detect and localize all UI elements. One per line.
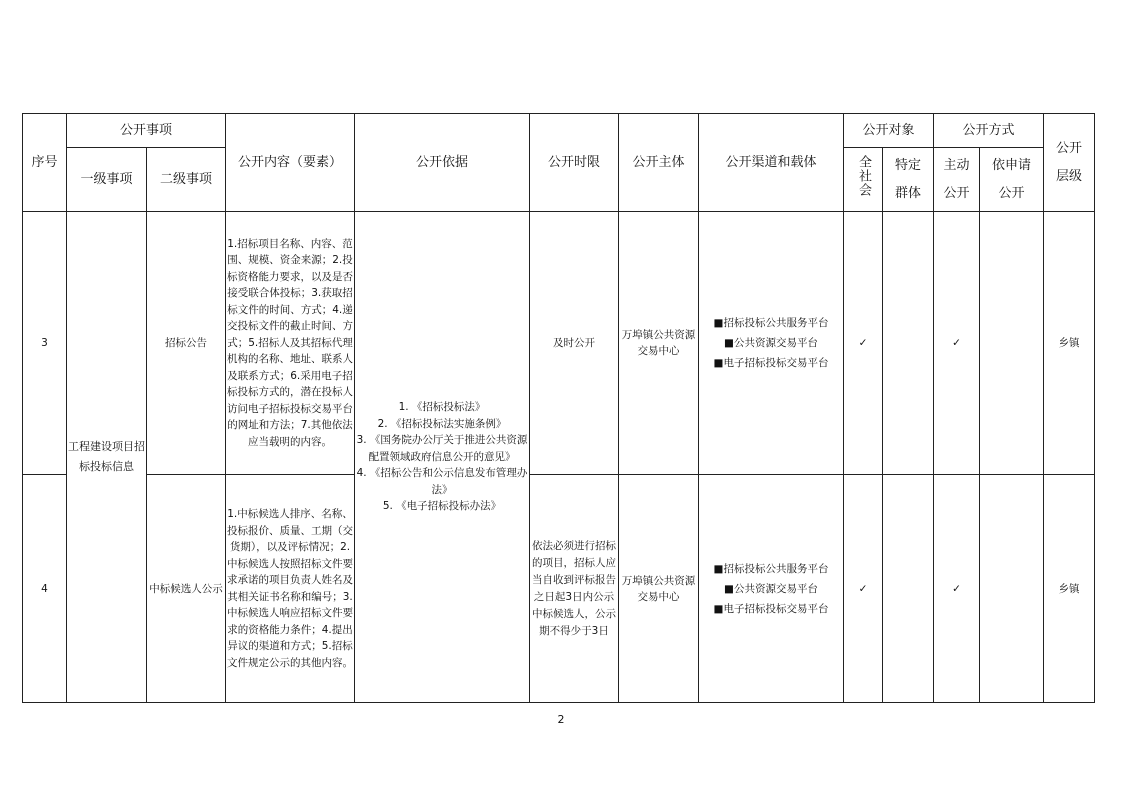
header-basis: 公开依据 bbox=[355, 114, 530, 212]
header-row-1 bbox=[23, 114, 1095, 148]
row-content: 1.中标候选人排序、名称、投标报价、质量、工期（交货期），以及评标情况；2.中标候选人按照招标文件要求承诺的项目负责人姓名及其相关证书名称和编号；3.中标候选人响应招标文件要求的资格能力条件；4.提出异议的渠道和方式；5.招标文件规定公示的其他内容。 bbox=[226, 475, 355, 703]
header-target: 公开对象 bbox=[844, 114, 934, 148]
basis-item: 2. 《招标投标法实施条例》 bbox=[377, 417, 507, 430]
header-tier bbox=[1044, 114, 1095, 212]
row-level2: 招标公告 bbox=[147, 212, 226, 475]
channel-item: ■电子招标投标交易平台 bbox=[713, 602, 829, 615]
channel-item: ■电子招标投标交易平台 bbox=[713, 357, 829, 369]
channel-item: ■公共资源交易平台 bbox=[724, 337, 818, 349]
header-method-request-line2: 公开 bbox=[998, 185, 1025, 201]
header-level1: 一级事项 bbox=[67, 148, 147, 212]
level1-item: 工程建设项目招标投标信息 bbox=[67, 212, 147, 703]
row-time-limit: 及时公开 bbox=[530, 212, 619, 475]
row-channels bbox=[699, 475, 844, 703]
row-seq: 4 bbox=[23, 475, 67, 703]
row-all-society-check: ✓ bbox=[844, 475, 883, 703]
header-channel: 公开渠道和载体 bbox=[699, 114, 844, 212]
row-tier: 乡镇 bbox=[1044, 475, 1095, 703]
channel-item: ■招标投标公共服务平台 bbox=[713, 562, 829, 575]
row-time-limit: 依法必须进行招标的项目，招标人应当自收到评标报告之日起3日内公示中标候选人，公示期不得少于3日 bbox=[530, 475, 619, 703]
table-row bbox=[23, 475, 1095, 703]
basis-list bbox=[355, 212, 530, 703]
header-tier-line1: 公开 bbox=[1056, 140, 1083, 156]
header-tier-line2: 层级 bbox=[1056, 168, 1083, 184]
header-target-all bbox=[844, 148, 883, 212]
header-method-active-line1: 主动 bbox=[943, 157, 970, 173]
channel-item: ■招标投标公共服务平台 bbox=[713, 317, 829, 329]
header-content: 公开内容（要素） bbox=[226, 114, 355, 212]
header-subject: 公开主体 bbox=[619, 114, 699, 212]
basis-item: 4. 《招标公告和公示信息发布管理办法》 bbox=[356, 467, 528, 496]
header-method-active-line2: 公开 bbox=[943, 185, 970, 201]
row-level2: 中标候选人公示 bbox=[147, 475, 226, 703]
row-all-society-check: ✓ bbox=[844, 212, 883, 475]
header-target-specific-line2: 群体 bbox=[895, 185, 922, 201]
row-subject: 万埠镇公共资源交易中心 bbox=[619, 212, 699, 475]
header-method-active bbox=[934, 148, 980, 212]
row-on-request bbox=[980, 475, 1044, 703]
header-method-request bbox=[980, 148, 1044, 212]
page-number: 2 bbox=[557, 713, 565, 726]
basis-item: 3. 《国务院办公厅关于推进公共资源配置领域政府信息公开的意见》 bbox=[356, 434, 528, 463]
header-level2: 二级事项 bbox=[147, 148, 226, 212]
header-target-all-text: 全社会 bbox=[856, 155, 872, 197]
basis-item: 1. 《招标投标法》 bbox=[398, 401, 486, 414]
header-method-request-line1: 依申请 bbox=[992, 157, 1032, 173]
row-specific-group bbox=[883, 475, 934, 703]
row-tier: 乡镇 bbox=[1044, 212, 1095, 475]
channel-item: ■公共资源交易平台 bbox=[724, 582, 818, 595]
header-time-limit: 公开时限 bbox=[530, 114, 619, 212]
table-row bbox=[23, 212, 1095, 475]
header-target-specific-line1: 特定 bbox=[895, 157, 922, 173]
row-subject: 万埠镇公共资源交易中心 bbox=[619, 475, 699, 703]
header-method: 公开方式 bbox=[934, 114, 1044, 148]
header-target-specific bbox=[883, 148, 934, 212]
row-active-check: ✓ bbox=[934, 212, 980, 475]
basis-item: 5. 《电子招标投标办法》 bbox=[382, 500, 502, 513]
row-seq: 3 bbox=[23, 212, 67, 475]
row-on-request bbox=[980, 212, 1044, 475]
row-channels bbox=[699, 212, 844, 475]
row-active-check: ✓ bbox=[934, 475, 980, 703]
header-seq: 序号 bbox=[23, 114, 67, 212]
row-specific-group bbox=[883, 212, 934, 475]
header-matters: 公开事项 bbox=[67, 114, 226, 148]
row-content: 1.招标项目名称、内容、范围、规模、资金来源；2.投标资格能力要求，以及是否接受联合体投标；3.获取招标文件的时间、方式；4.递交投标文件的截止时间、方式；5.招标人及其招标代理机构的名称、地址、联系人及联系方式；6.采用电子招标投标方式的，潜在投标人访问电子招标投标交易平台的网址和方法；7.其他依法应当载明的内容。 bbox=[226, 212, 355, 475]
disclosure-table bbox=[22, 113, 1095, 703]
